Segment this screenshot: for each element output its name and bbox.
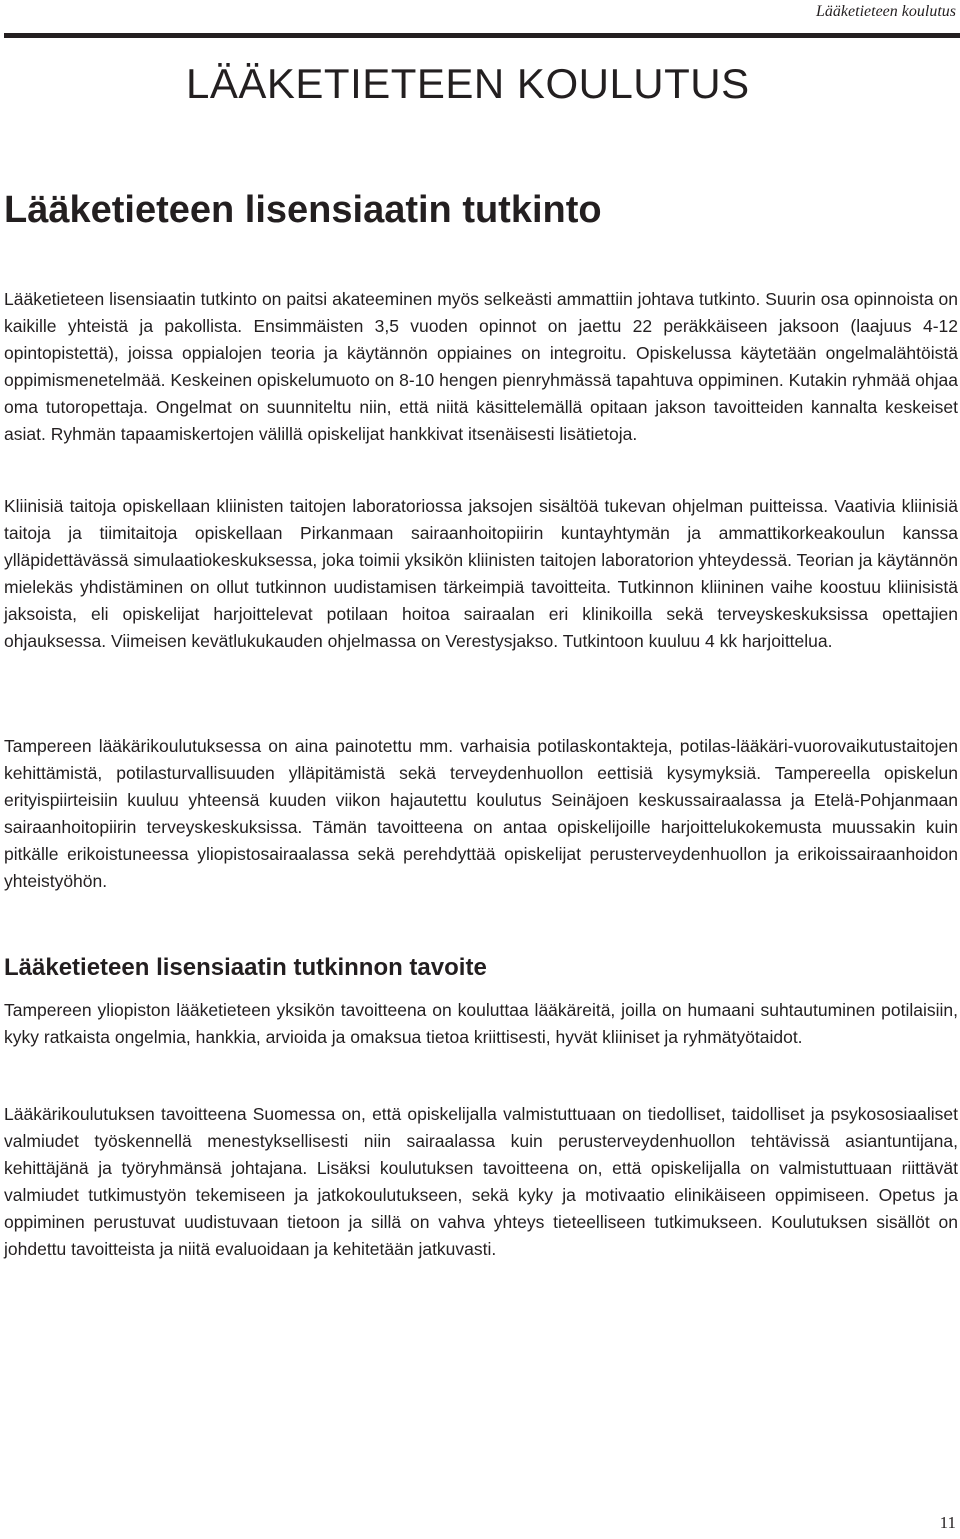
paragraph-clinical-skills: Kliinisiä taitoja opiskellaan kliinisten taitojen laboratoriossa jaksojen sisältöä tukevan ohjelman puitteissa. Vaativia kliinisiä taitoja ja tiimitaitoja opiskellaan Pirkanmaan sairaanhoitopiirin kuntayhtymän ja ammattikorkeakoulun kanssa ylläpidettävässä simulaatiokeskuksessa, joka toimii yksikön kliinisten taitojen laboratorion yhteydessä. Teorian ja käytännön mielekäs yhdistäminen on ollut tutkinnon uudistamisen tärkeimpiä tavoitteita. Tutkinnon kliininen vaihe koostuu kliinisistä jaksoista, eli opiskelijat harjoittelevat potilaan hoitoa sairaalan eri klinikoilla sekä terveyskeskuksissa opettajien ohjauksessa. Viimeisen kevätlukukauden ohjelmassa on Verestysjakso. Tutkintoon kuuluu 4 kk harjoittelua. <box>4 496 958 651</box>
section-title: Lääketieteen lisensiaatin tutkinto <box>4 189 602 231</box>
paragraph-tampere-emphasis: Tampereen lääkärikoulutuksessa on aina painotettu mm. varhaisia potilaskontakteja, potilas-lääkäri-vuorovaikutustaitojen kehittämistä, potilasturvallisuuden ylläpitämistä sekä terveydenhuollon eettisiä kysymyksiä. Tampereella opiskelun erityispiirteisiin kuuluu yhteensä kuuden viikon hajautettu koulutus Seinäjoen keskussairaalassa ja Etelä-Pohjanmaan sairaanhoitopiirin terveyskeskuksissa. Tämän tavoitteena on antaa opiskelijoille harjoittelukokemusta muussakin kuin pitkälle erikoistuneessa yliopistosairaalassa sekä perehdyttää opiskelijat perusterveydenhuollon ja erikoissairaanhoidon yhteistyöhön. <box>4 736 958 891</box>
subsection-title: Lääketieteen lisensiaatin tutkinnon tavoite <box>4 954 487 981</box>
chapter-title: LÄÄKETIETEEN KOULUTUS <box>186 60 750 107</box>
paragraph-national-goal: Lääkärikoulutuksen tavoitteena Suomessa on, että opiskelijalla valmistuttuaan on tiedolliset, taidolliset ja psykososiaaliset valmiudet työskennellä menestyksellisesti niin sairaalassa kuin perusterveydenhuollon tehtävissä asiantuntijana, kehittäjänä ja työryhmänsä johtajana. Lisäksi koulutuksen tavoitteena on, että opiskelijalla on valmistuttuaan riittävät valmiudet tutkimustyön tekemiseen ja jatkokoulutukseen, sekä kyky ja motivaatio elinikäiseen oppimiseen. Opetus ja oppiminen perustuvat uudistuvaan tietoon ja sillä on vahva yhteys tieteelliseen tutkimukseen. Koulutuksen sisällöt on johdettu tavoitteista ja niitä evaluoidaan ja kehitetään jatkuvasti. <box>4 1104 958 1259</box>
paragraph-studies-overview: Lääketieteen lisensiaatin tutkinto on paitsi akateeminen myös selkeästi ammattiin johtava tutkinto. Suurin osa opinnoista on kaikille yhteistä ja pakollista. Ensimmäisten 3,5 vuoden opinnot on jaettu 22 peräkkäiseen jaksoon (laajuus 4-12 opintopistettä), joissa oppialojen teoria ja käytännön oppiaines on integroitu. Opiskelussa käytetään ongelmalähtöistä oppimismenetelmää. Keskeinen opiskelumuoto on 8-10 hengen pienryhmässä tapahtuva oppiminen. Kutakin ryhmää ohjaa oma tutoropettaja. Ongelmat on suunniteltu niin, että niitä käsittelemällä opitaan jakson tavoitteiden kannalta keskeiset asiat. Ryhmän tapaamiskertojen välillä opiskelijat hankkivat itsenäisesti lisätietoja. <box>4 289 958 444</box>
header-rule <box>4 33 960 38</box>
page-number: 11 <box>939 1513 956 1532</box>
paragraph-unit-goal: Tampereen yliopiston lääketieteen yksikön tavoitteena on kouluttaa lääkäreitä, joilla on humaani suhtautuminen potilaisiin, kyky ratkaista ongelmia, hankkia, arvioida ja omaksua tietoa kriittisesti, hyvät kliiniset ja ryhmätyötaidot. <box>4 1000 958 1047</box>
running-header: Lääketieteen koulutus <box>816 3 956 20</box>
